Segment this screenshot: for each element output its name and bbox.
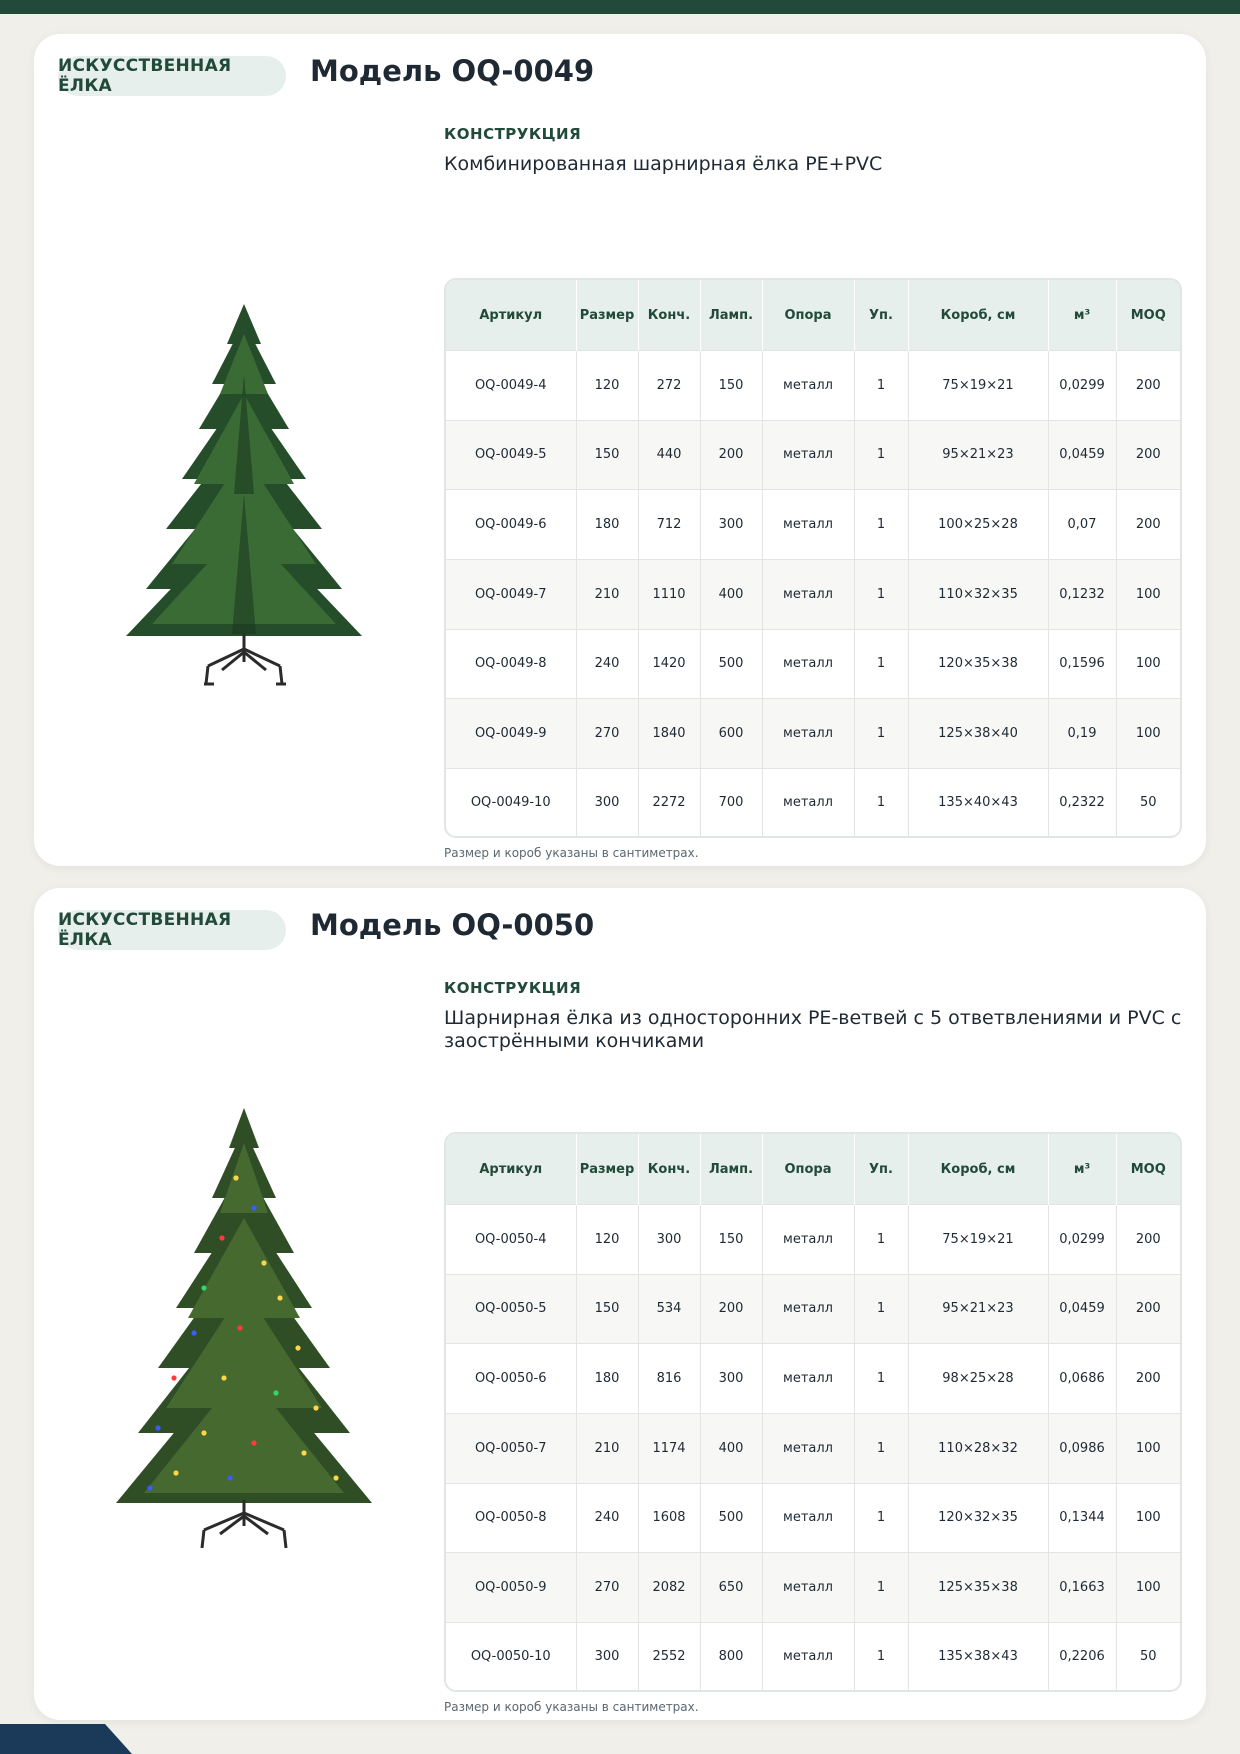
table-cell: 2552 [638, 1622, 700, 1690]
table-cell: 120 [576, 1205, 638, 1275]
table-cell: 0,1232 [1048, 559, 1116, 629]
category-badge: ИСКУССТВЕННАЯ ЁЛКА [58, 910, 286, 950]
table-cell: металл [762, 1413, 854, 1483]
column-header: Ламп. [700, 1134, 762, 1205]
table-cell: 0,2206 [1048, 1622, 1116, 1690]
product-card [34, 34, 1206, 866]
table-cell: OQ-0050-7 [446, 1413, 576, 1483]
table-cell: 150 [700, 1205, 762, 1275]
table-cell: 125×35×38 [908, 1553, 1048, 1623]
top-bar [0, 0, 1240, 14]
table-row [446, 1344, 1180, 1414]
table-cell: 300 [576, 1622, 638, 1690]
table-cell: 180 [576, 490, 638, 560]
product-image [54, 1048, 434, 1588]
table-cell: 240 [576, 629, 638, 699]
construction-text: Комбинированная шарнирная ёлка PE+PVC [444, 153, 883, 175]
corner-decoration [0, 1724, 132, 1754]
table-note: Размер и короб указаны в сантиметрах. [444, 1700, 699, 1714]
table-cell: металл [762, 1553, 854, 1623]
table-cell: 2082 [638, 1553, 700, 1623]
spec-table [444, 278, 1182, 838]
table-cell: 1 [854, 1274, 908, 1344]
table-cell: 1608 [638, 1483, 700, 1553]
table-cell: 650 [700, 1553, 762, 1623]
table-cell: 120 [576, 351, 638, 421]
table-cell: 110×32×35 [908, 559, 1048, 629]
table-row [446, 1413, 1180, 1483]
table-row [446, 420, 1180, 490]
table-cell: OQ-0050-9 [446, 1553, 576, 1623]
column-header: Артикул [446, 280, 576, 351]
table-cell: OQ-0049-5 [446, 420, 576, 490]
table-cell: металл [762, 351, 854, 421]
table-cell: OQ-0049-9 [446, 699, 576, 769]
table-cell: 300 [638, 1205, 700, 1275]
table-cell: OQ-0050-10 [446, 1622, 576, 1690]
table-cell: 400 [700, 1413, 762, 1483]
section-label: КОНСТРУКЦИЯ [444, 125, 582, 143]
table-cell: 1 [854, 1553, 908, 1623]
column-header: Конч. [638, 280, 700, 351]
table-cell: 1 [854, 420, 908, 490]
table-cell: 50 [1116, 1622, 1180, 1690]
table-cell: 0,1344 [1048, 1483, 1116, 1553]
table-cell: 1 [854, 490, 908, 560]
column-header: Опора [762, 1134, 854, 1205]
table-row [446, 1483, 1180, 1553]
model-title: Модель OQ-0050 [310, 908, 595, 942]
column-header: Короб, см [908, 280, 1048, 351]
column-header: Размер [576, 1134, 638, 1205]
table-cell: 712 [638, 490, 700, 560]
table-cell: 135×38×43 [908, 1622, 1048, 1690]
table-cell: металл [762, 1622, 854, 1690]
table-cell: 150 [576, 1274, 638, 1344]
table-cell: 300 [700, 490, 762, 560]
table-cell: OQ-0049-4 [446, 351, 576, 421]
product-card [34, 888, 1206, 1720]
table-cell: металл [762, 699, 854, 769]
table-cell: 500 [700, 1483, 762, 1553]
table-cell: 200 [1116, 490, 1180, 560]
table-cell: 150 [576, 420, 638, 490]
table-cell: 1 [854, 699, 908, 769]
table-cell: 600 [700, 699, 762, 769]
table-cell: 200 [1116, 1344, 1180, 1414]
table-cell: 300 [576, 768, 638, 836]
table-row [446, 1274, 1180, 1344]
table-cell: 150 [700, 351, 762, 421]
table-cell: 270 [576, 699, 638, 769]
table-cell: 200 [1116, 1274, 1180, 1344]
table-cell: 98×25×28 [908, 1344, 1048, 1414]
table-row [446, 559, 1180, 629]
table-row [446, 629, 1180, 699]
table-cell: 100 [1116, 1553, 1180, 1623]
table-cell: 75×19×21 [908, 351, 1048, 421]
table-cell: 1 [854, 351, 908, 421]
table-cell: 300 [700, 1344, 762, 1414]
table-cell: OQ-0049-10 [446, 768, 576, 836]
table-cell: 100 [1116, 699, 1180, 769]
column-header: Конч. [638, 1134, 700, 1205]
table-cell: 180 [576, 1344, 638, 1414]
table-cell: 1 [854, 1483, 908, 1553]
column-header: Уп. [854, 1134, 908, 1205]
table-cell: 100 [1116, 559, 1180, 629]
table-cell: 1 [854, 1205, 908, 1275]
spec-table [444, 1132, 1182, 1692]
table-cell: 200 [700, 1274, 762, 1344]
table-cell: металл [762, 1483, 854, 1553]
table-cell: металл [762, 1274, 854, 1344]
table-cell: 0,0299 [1048, 351, 1116, 421]
table-row [446, 1553, 1180, 1623]
table-cell: металл [762, 768, 854, 836]
table-row [446, 490, 1180, 560]
table-cell: 200 [1116, 420, 1180, 490]
table-cell: 95×21×23 [908, 1274, 1048, 1344]
table-cell: 125×38×40 [908, 699, 1048, 769]
table-cell: металл [762, 490, 854, 560]
table-cell: 1 [854, 1344, 908, 1414]
table-cell: 100 [1116, 1483, 1180, 1553]
table-cell: 210 [576, 559, 638, 629]
table-row [446, 351, 1180, 421]
table-cell: OQ-0049-8 [446, 629, 576, 699]
table-row [446, 1622, 1180, 1690]
table-cell: 0,0459 [1048, 1274, 1116, 1344]
product-image [54, 194, 434, 734]
table-row [446, 768, 1180, 836]
table-cell: 1 [854, 629, 908, 699]
table-cell: 100×25×28 [908, 490, 1048, 560]
table-cell: 700 [700, 768, 762, 836]
table-cell: OQ-0050-5 [446, 1274, 576, 1344]
table-cell: 0,0986 [1048, 1413, 1116, 1483]
table-cell: 1 [854, 1622, 908, 1690]
table-cell: 120×35×38 [908, 629, 1048, 699]
column-header: Уп. [854, 280, 908, 351]
table-cell: 50 [1116, 768, 1180, 836]
table-cell: 135×40×43 [908, 768, 1048, 836]
table-cell: 800 [700, 1622, 762, 1690]
section-label: КОНСТРУКЦИЯ [444, 979, 582, 997]
column-header: MOQ [1116, 1134, 1180, 1205]
column-header: Размер [576, 280, 638, 351]
table-cell: 534 [638, 1274, 700, 1344]
table-cell: металл [762, 629, 854, 699]
construction-text: Шарнирная ёлка из односторонних PE-ветвей с 5 ответвлениями и PVC с заострёнными кончиками [444, 1007, 1182, 1052]
table-cell: 100 [1116, 1413, 1180, 1483]
category-badge: ИСКУССТВЕННАЯ ЁЛКА [58, 56, 286, 96]
model-title: Модель OQ-0049 [310, 54, 595, 88]
table-cell: 440 [638, 420, 700, 490]
column-header: Опора [762, 280, 854, 351]
table-cell: OQ-0049-6 [446, 490, 576, 560]
table-note: Размер и короб указаны в сантиметрах. [444, 846, 699, 860]
table-cell: 816 [638, 1344, 700, 1414]
table-cell: 0,19 [1048, 699, 1116, 769]
table-cell: OQ-0050-6 [446, 1344, 576, 1414]
table-cell: 1 [854, 1413, 908, 1483]
table-cell: 0,2322 [1048, 768, 1116, 836]
table-cell: 1840 [638, 699, 700, 769]
table-cell: металл [762, 1205, 854, 1275]
table-cell: 400 [700, 559, 762, 629]
table-cell: 1110 [638, 559, 700, 629]
table-cell: 120×32×35 [908, 1483, 1048, 1553]
table-header [446, 1134, 1180, 1205]
column-header: м³ [1048, 280, 1116, 351]
column-header: м³ [1048, 1134, 1116, 1205]
table-cell: 1 [854, 768, 908, 836]
christmas-tree-plain-icon [54, 194, 434, 734]
table-cell: 270 [576, 1553, 638, 1623]
table-cell: металл [762, 420, 854, 490]
table-row [446, 1205, 1180, 1275]
table-cell: 110×28×32 [908, 1413, 1048, 1483]
table-cell: 0,07 [1048, 490, 1116, 560]
table-cell: 0,0459 [1048, 420, 1116, 490]
christmas-tree-lit-icon [54, 1048, 434, 1588]
table-header [446, 280, 1180, 351]
table-cell: 200 [700, 420, 762, 490]
table-cell: OQ-0050-8 [446, 1483, 576, 1553]
column-header: Ламп. [700, 280, 762, 351]
table-cell: 200 [1116, 351, 1180, 421]
table-cell: OQ-0049-7 [446, 559, 576, 629]
column-header: MOQ [1116, 280, 1180, 351]
table-cell: 0,1663 [1048, 1553, 1116, 1623]
table-cell: 1 [854, 559, 908, 629]
table-cell: 0,0299 [1048, 1205, 1116, 1275]
table-cell: 210 [576, 1413, 638, 1483]
table-cell: 500 [700, 629, 762, 699]
column-header: Артикул [446, 1134, 576, 1205]
table-cell: 240 [576, 1483, 638, 1553]
table-cell: 1420 [638, 629, 700, 699]
table-cell: 100 [1116, 629, 1180, 699]
table-cell: 75×19×21 [908, 1205, 1048, 1275]
table-cell: 2272 [638, 768, 700, 836]
table-cell: OQ-0050-4 [446, 1205, 576, 1275]
table-row [446, 699, 1180, 769]
table-cell: 1174 [638, 1413, 700, 1483]
table-cell: 272 [638, 351, 700, 421]
table-cell: 0,1596 [1048, 629, 1116, 699]
table-cell: 95×21×23 [908, 420, 1048, 490]
table-cell: металл [762, 559, 854, 629]
table-cell: 0,0686 [1048, 1344, 1116, 1414]
column-header: Короб, см [908, 1134, 1048, 1205]
table-cell: металл [762, 1344, 854, 1414]
table-cell: 200 [1116, 1205, 1180, 1275]
